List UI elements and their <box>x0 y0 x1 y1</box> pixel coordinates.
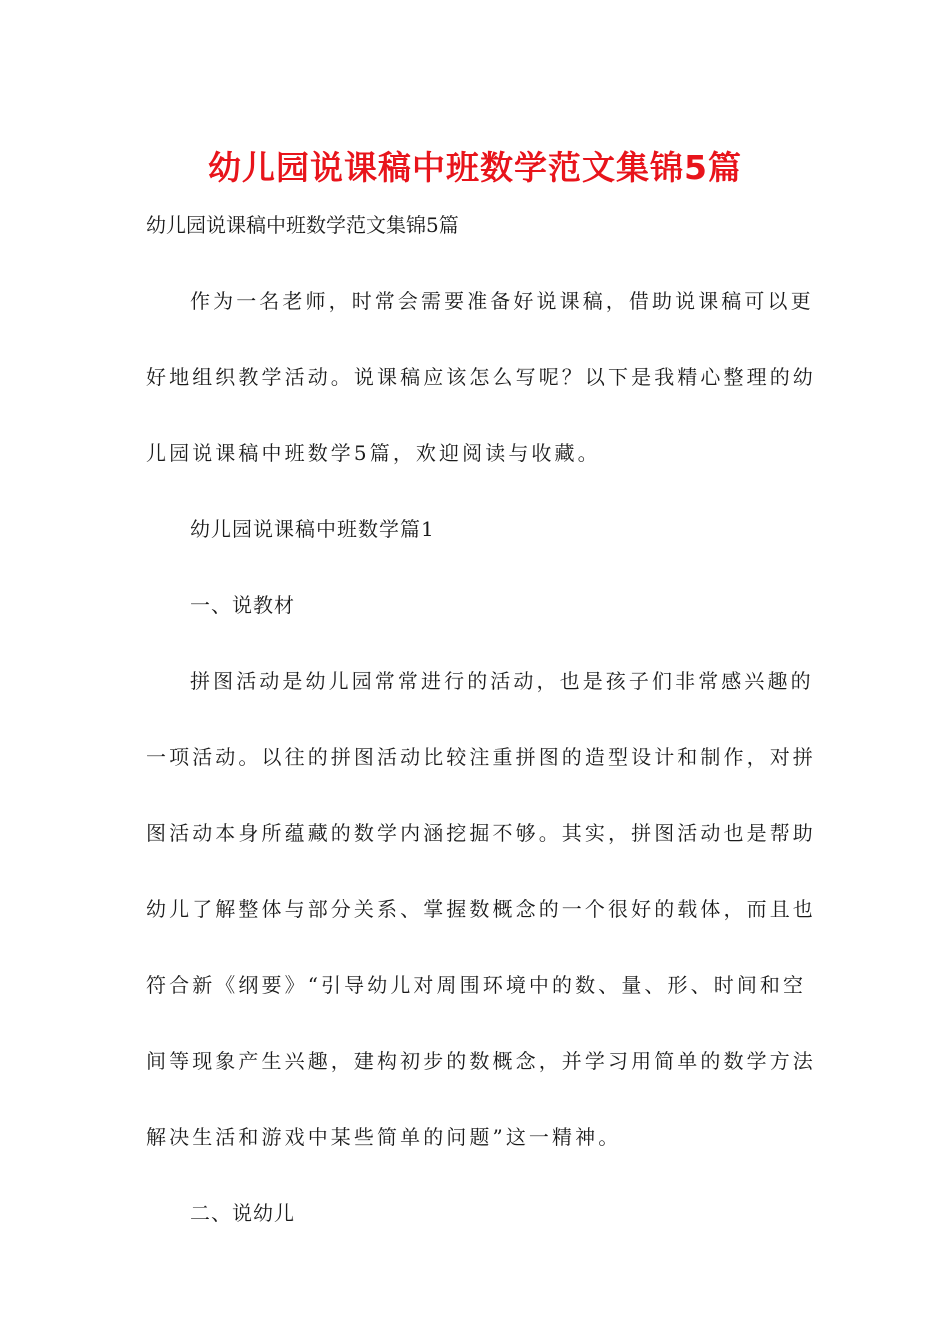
paragraph-line: 图活动本身所蕴藏的数学内涵挖掘不够。其实，拼图活动也是帮助 <box>146 821 816 845</box>
paragraph-line: 好地组织教学活动。说课稿应该怎么写呢？以下是我精心整理的幼 <box>146 365 816 389</box>
section-heading: 一、说教材 <box>190 593 295 617</box>
document-title: 幼儿园说课稿中班数学范文集锦5篇 <box>208 148 742 187</box>
section-heading: 二、说幼儿 <box>190 1201 295 1225</box>
section-heading: 幼儿园说课稿中班数学篇1 <box>190 517 435 541</box>
paragraph-line: 儿园说课稿中班数学5篇，欢迎阅读与收藏。 <box>146 441 601 465</box>
paragraph-line: 符合新《纲要》“引导幼儿对周围环境中的数、量、形、时间和空 <box>146 973 807 997</box>
paragraph-line: 拼图活动是幼儿园常常进行的活动，也是孩子们非常感兴趣的 <box>190 669 814 693</box>
paragraph-line: 解决生活和游戏中某些简单的问题”这一精神。 <box>146 1125 622 1149</box>
document-subtitle: 幼儿园说课稿中班数学范文集锦5篇 <box>146 213 459 237</box>
paragraph-line: 间等现象产生兴趣，建构初步的数概念，并学习用简单的数学方法 <box>146 1049 816 1073</box>
paragraph-line: 一项活动。以往的拼图活动比较注重拼图的造型设计和制作，对拼 <box>146 745 816 769</box>
document-body <box>146 286 816 1274</box>
paragraph-line: 幼儿了解整体与部分关系、掌握数概念的一个很好的载体，而且也 <box>146 897 816 921</box>
paragraph-line: 作为一名老师，时常会需要准备好说课稿，借助说课稿可以更 <box>190 289 814 313</box>
